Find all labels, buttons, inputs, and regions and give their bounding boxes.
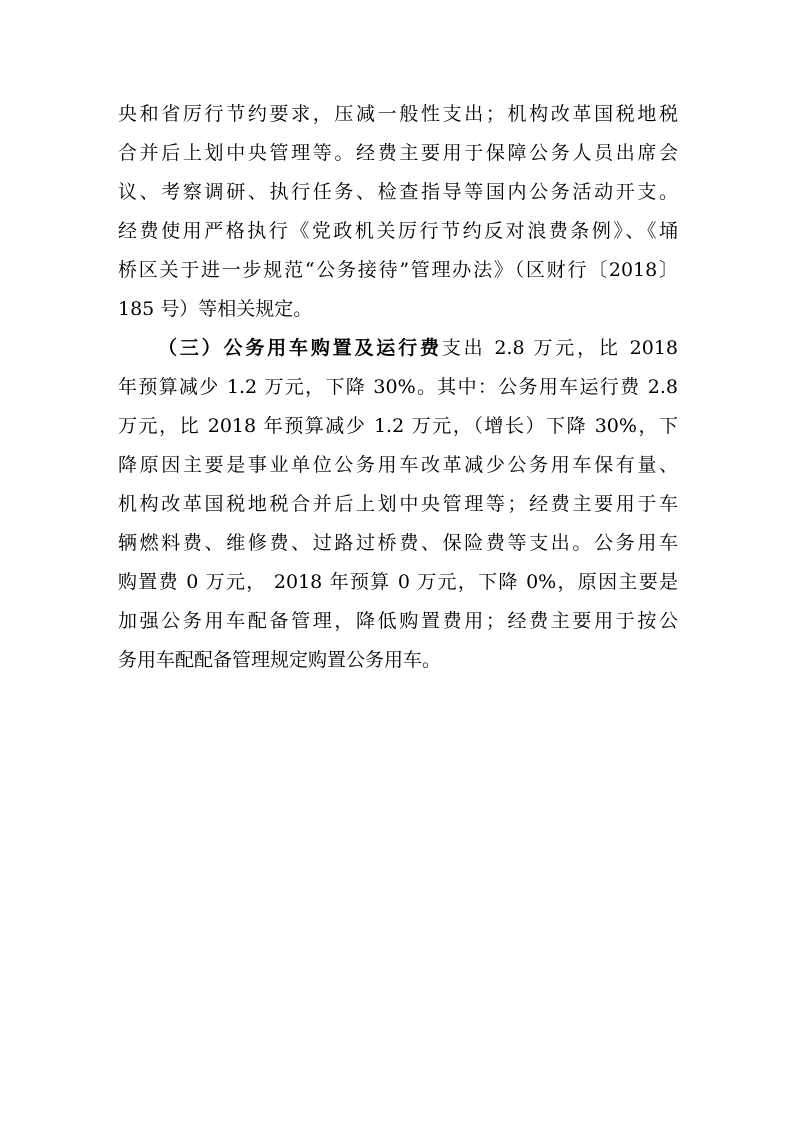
paragraph-2-line-8: 加强公务用车配备管理，降低购置费用；经费主要用于按公 <box>118 610 678 632</box>
paragraph-1-line-6: 185 号）等相关规定。 <box>118 298 313 320</box>
paragraph-2-first-line <box>158 331 678 365</box>
paragraph-2-line-5: 机构改革国税地税合并后上划中央管理等；经费主要用于车 <box>118 493 678 515</box>
paragraph-1-line-3: 议、考察调研、执行任务、检查指导等国内公务活动开支。 <box>118 181 678 203</box>
paragraph-1-line-2: 合并后上划中央管理等。经费主要用于保障公务人员出席会 <box>118 142 678 164</box>
section-heading: （三）公务用车购置及运行费 <box>158 337 442 359</box>
paragraph-1-line-5: 桥区关于进一步规范“公务接待”管理办法》（区财行〔2018〕 <box>118 259 678 281</box>
paragraph-2-line-6: 辆燃料费、维修费、过路过桥费、保险费等支出。公务用车 <box>118 532 678 554</box>
paragraph-2-first-line-text: 支出 2.8 万元，比 2018 <box>441 337 678 359</box>
paragraph-2-line-4: 降原因主要是事业单位公务用车改革减少公务用车保有量、 <box>118 454 678 476</box>
paragraph-1-line-4: 经费使用严格执行《党政机关厉行节约反对浪费条例》、《埇 <box>118 220 678 242</box>
paragraph-2-line-3: 万元，比 2018 年预算减少 1.2 万元，（增长）下降 30%，下 <box>118 415 678 437</box>
paragraph-2-line-7: 购置费 0 万元， 2018 年预算 0 万元，下降 0%，原因主要是 <box>118 571 678 593</box>
paragraph-2-line-9: 务用车配配备管理规定购置公务用车。 <box>118 649 442 671</box>
paragraph-2-line-2: 年预算减少 1.2 万元，下降 30%。其中：公务用车运行费 2.8 <box>118 376 678 398</box>
paragraph-1-line-1: 央和省厉行节约要求，压减一般性支出；机构改革国税地税 <box>118 103 678 125</box>
